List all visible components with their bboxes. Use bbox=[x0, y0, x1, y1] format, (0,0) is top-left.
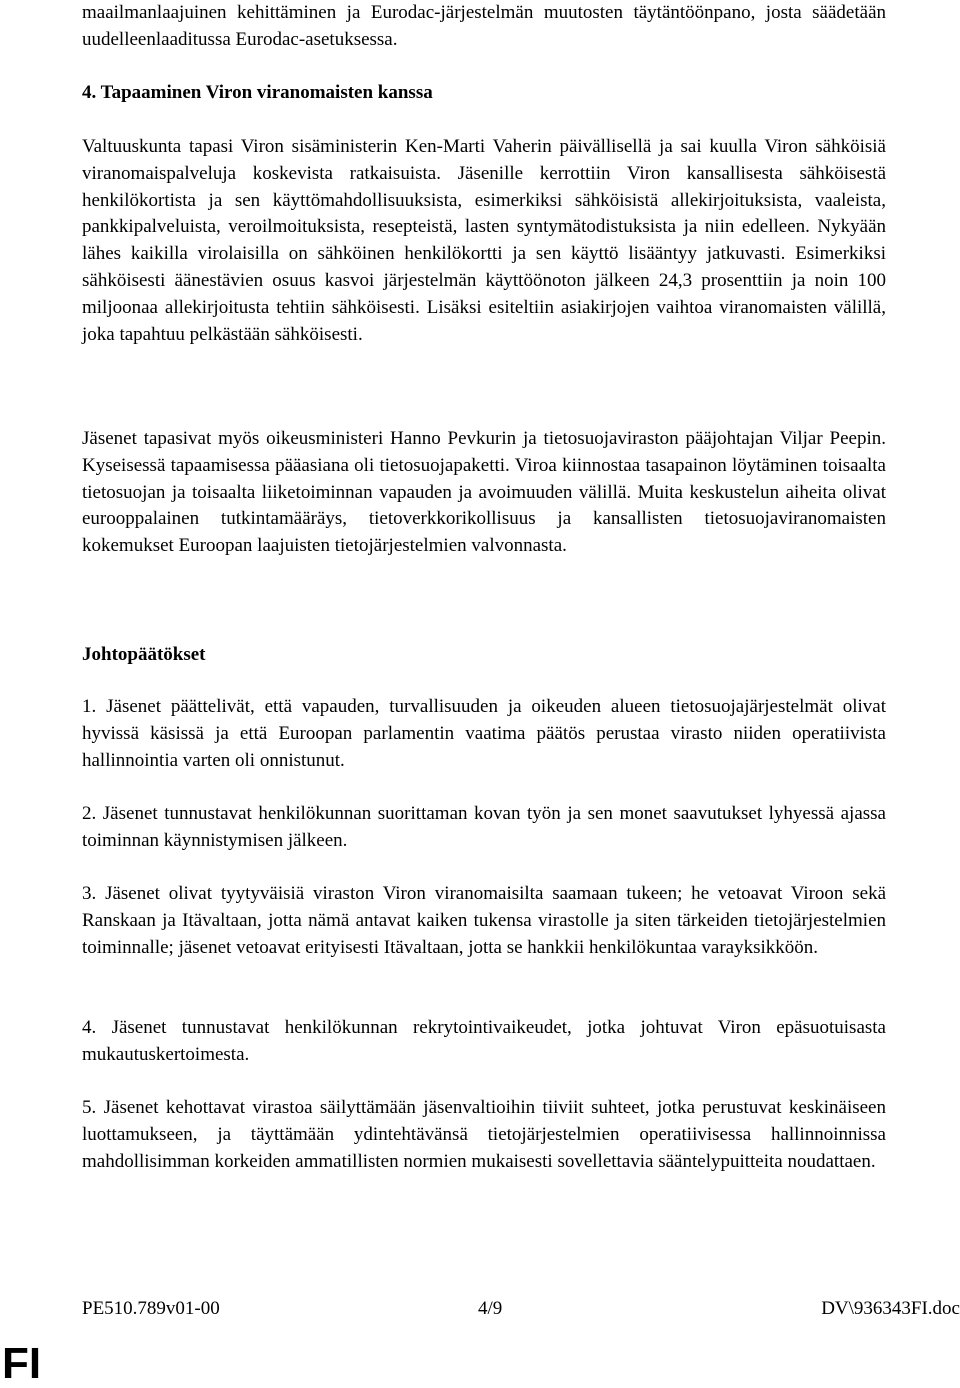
footer-file-ref: DV\936343FI.doc bbox=[821, 1298, 960, 1319]
language-code: FI bbox=[2, 1339, 42, 1388]
footer-doc-ref: PE510.789v01-00 bbox=[82, 1298, 220, 1319]
conclusion-item-2: 2. Jäsenet tunnustavat henkilökunnan suorittaman kovan työn ja sen monet saavutukset lyhyessä ajassa toiminnan käynnistymisen jälkeen. bbox=[82, 803, 886, 851]
conclusion-item-5: 5. Jäsenet kehottavat virastoa säilyttämään jäsenvaltioihin tiiviit suhteet, jotka perustuvat keskinäiseen luottamukseen, ja täyttämään ydintehtävänsä tietojärjestelmien operatiivisessa hallinnoinnissa mahdollisimman korkeiden ammatillisten normien mukaisesti sovellettavia sääntelypuitteita noudattaen. bbox=[82, 1097, 886, 1172]
conclusion-item-4: 4. Jäsenet tunnustavat henkilökunnan rekrytointivaikeudet, jotka johtuvat Viron epäsuotuisasta mukautuskertoimesta. bbox=[82, 1017, 886, 1065]
section-heading-meeting-estonia: 4. Tapaaminen Viron viranomaisten kanssa bbox=[82, 82, 433, 103]
paragraph-eservices: Valtuuskunta tapasi Viron sisäministerin Ken-Marti Vaherin päivällisellä ja sai kuulla Viron sähköisiä viranomaispalveluja koskevista ratkaisuista. Jäsenille kerrottiin Viron kansallisesta sähköisestä henkilökortista ja sen käyttömahdollisuuksista, esimerkiksi sähköisistä allekirjoituksista, vaaleista, pankkipalveluista, veroilmoituksista, resepteistä, lasten syntymätodistuksista ja niin edelleen. Nykyään lähes kaikilla virolaisilla on sähköinen henkilökortti ja sen käyttö lisääntyy jatkuvasti. Esimerkiksi sähköisesti äänestävien osuus kasvoi järjestelmän käyttöönoton jälkeen 24,3 prosenttiin ja noin 100 miljoonaa allekirjoitusta tehtiin sähköisesti. Lisäksi esiteltiin asiakirjojen vaihtoa viranomaisten välillä, joka tapahtuu pelkästään sähköisesti. bbox=[82, 136, 886, 345]
conclusion-item-3: 3. Jäsenet olivat tyytyväisiä viraston Viron viranomaisilta saamaan tukeen; he vetoavat Viroon sekä Ranskaan ja Itävaltaan, jotta nämä antavat kaiken tukensa virastolle ja siten tärkeiden tietojärjestelmien toiminnalle; jäsenet vetoavat erityisesti Itävaltaan, jotta se hankkii henkilökuntaa varayksikköön. bbox=[82, 883, 886, 958]
paragraph-data-protection: Jäsenet tapasivat myös oikeusministeri Hanno Pevkurin ja tietosuojaviraston pääjohtajan Viljar Peepin. Kyseisessä tapaamisessa pääasiana oli tietosuojapaketti. Viroa kiinnostaa tasapainon löytäminen toisaalta tietosuojan ja toisaalta liiketoiminnan vapauden ja avoimuuden välillä. Muita keskustelun aiheita olivat eurooppalainen tutkintamääräys, tietoverkkorikollisuus ja kansallisten tietosuojaviranomaisten kokemukset Euroopan laajuisten tietojärjestelmien valvonnasta. bbox=[82, 428, 886, 557]
intro-paragraph: maailmanlaajuinen kehittäminen ja Eurodac-järjestelmän muutosten täytäntöönpano, josta säädetään uudelleenlaaditussa Eurodac-asetuksessa. bbox=[82, 2, 886, 50]
conclusion-item-1: 1. Jäsenet päättelivät, että vapauden, turvallisuuden ja oikeuden alueen tietosuojajärjestelmät olivat hyvissä käsissä ja että Euroopan parlamentin vaatima päätös perustaa virasto niiden operatiivista hallinnointia varten oli onnistunut. bbox=[82, 696, 886, 771]
section-heading-conclusions: Johtopäätökset bbox=[82, 644, 206, 665]
footer-page-number: 4/9 bbox=[478, 1298, 503, 1319]
